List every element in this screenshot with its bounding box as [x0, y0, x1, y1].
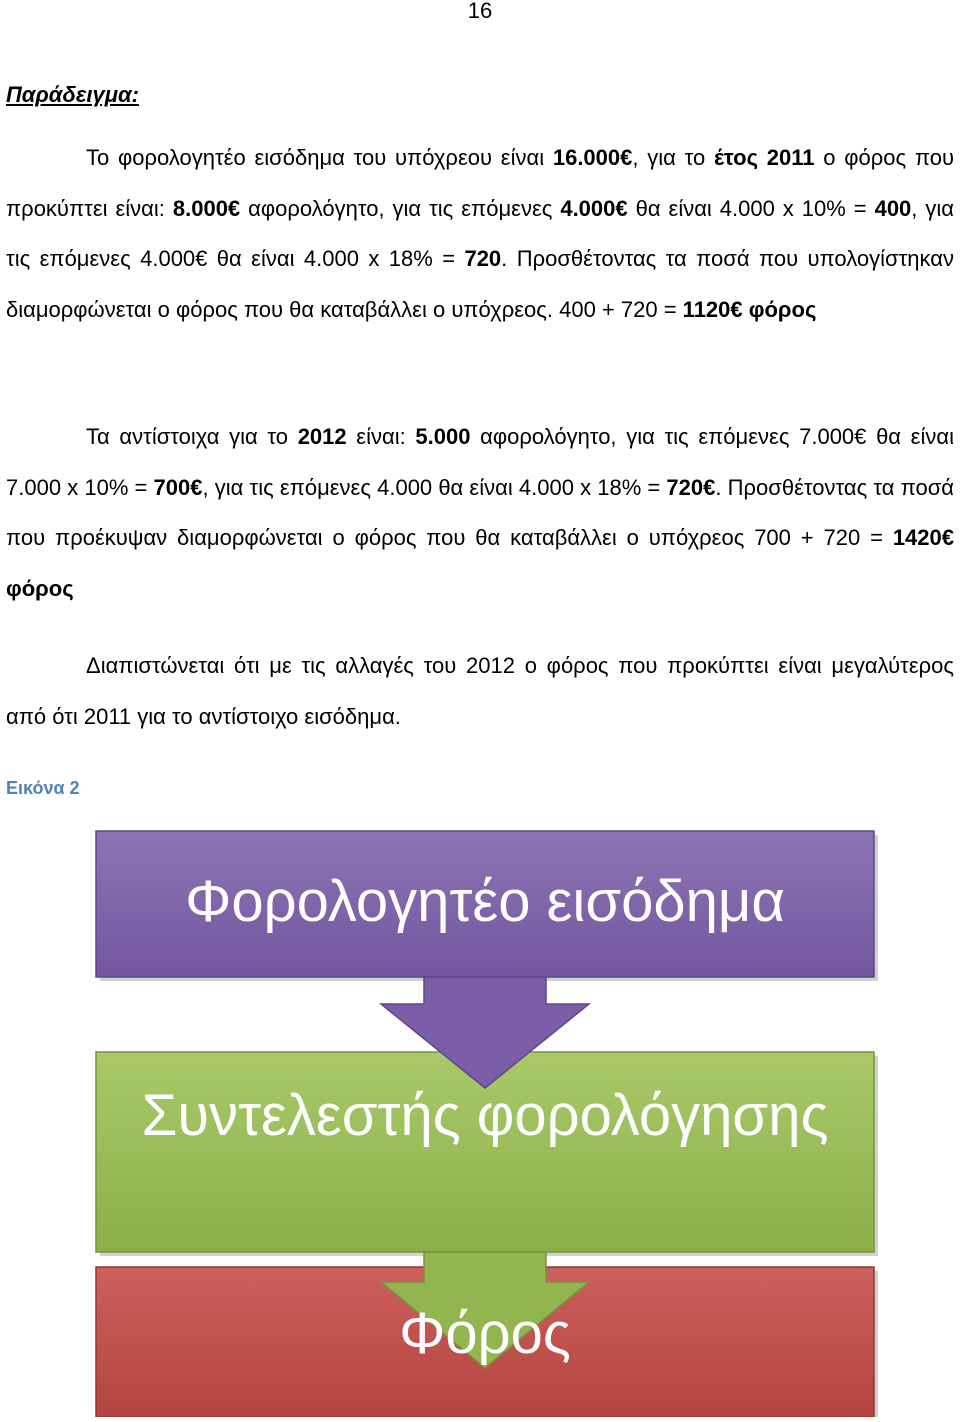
box-tax-rate-label: Συντελεστής φορολόγησης — [141, 1083, 829, 1148]
paragraph-conclusion: Διαπιστώνεται ότι με τις αλλαγές του 2012 ο φόρος που προκύπτει είναι μεγαλύτερος από ότι 2011 για το αντίστοιχο εισόδημα. — [6, 653, 954, 729]
paragraph-2012-example: Τα αντίστοιχα για το 2012 είναι: 5.000 αφορολόγητο, για τις επόμενες 7.000€ θα είναι 7.000 x 10% = 700€, για τις επόμενες 4.000 θα είναι 4.000 x 18% = 720€. Προσθέτοντας τα ποσά που προέκυψαν διαμορφώνεται ο φόρος που θα καταβάλλει ο υπόχρεος 700 + 720 = 1420€ φόρος — [6, 424, 954, 601]
paragraph-2011-example: Το φορολογητέο εισόδημα του υπόχρεου είναι 16.000€, για το έτος 2011 ο φόρος που προκύπτει είναι: 8.000€ αφορολόγητο, για τις επόμενες 4.000€ θα είναι 4.000 x 10% = 400, για τις επόμενες 4.000€ θα είναι 4.000 x 18% = 720. Προσθέτοντας τα ποσά που υπολογίστηκαν διαμορφώνεται ο φόρος που θα καταβάλλει ο υπόχρεος. 400 + 720 = 1120€ φόρος — [6, 145, 954, 322]
tax-flow-diagram — [0, 820, 960, 1417]
example-heading: Παράδειγμα: — [6, 82, 139, 107]
box-tax-label: Φόρος — [399, 1301, 571, 1366]
box-taxable-income-label: Φορολογητέο εισόδημα — [185, 869, 785, 934]
page-number: 16 — [467, 0, 493, 23]
figure-caption: Εικόνα 2 — [6, 778, 80, 798]
